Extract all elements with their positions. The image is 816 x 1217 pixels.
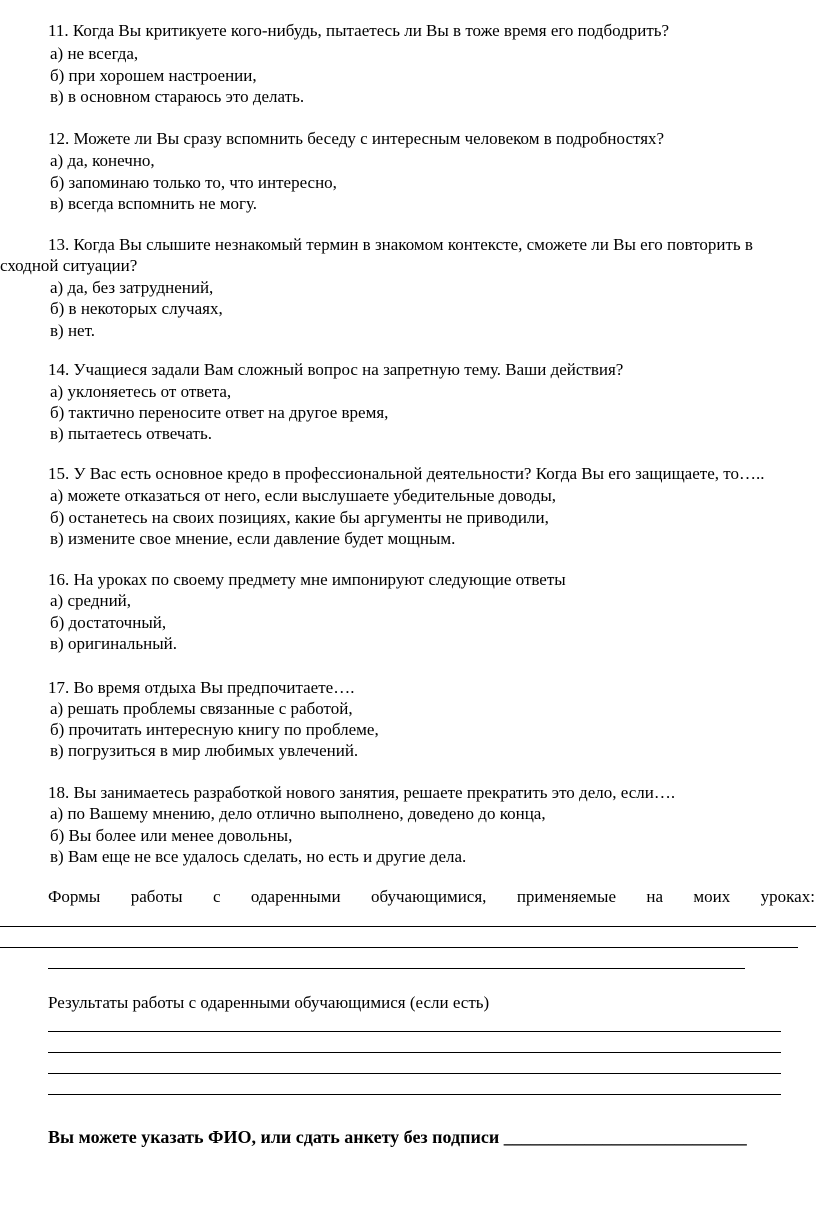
forms-word: с	[212, 887, 221, 906]
answer-option-c: в) оригинальный.	[50, 634, 178, 653]
question-title: 11. Когда Вы критикуете кого-нибудь, пытаетесь ли Вы в тоже время его подбодрить?	[48, 21, 670, 40]
answer-option-a: а) можете отказаться от него, если выслушаете убедительные доводы,	[50, 486, 557, 505]
results-answer-line[interactable]	[48, 1052, 781, 1053]
question-title: 12. Можете ли Вы сразу вспомнить беседу с интересным человеком в подробностях?	[48, 129, 665, 148]
question-title: 15. У Вас есть основное кредо в профессиональной деятельности? Когда Вы его защищаете, то…..	[48, 464, 765, 483]
results-answer-line[interactable]	[48, 1031, 781, 1032]
answer-option-c: в) всегда вспомнить не могу.	[50, 194, 258, 213]
results-answer-line[interactable]	[48, 1094, 781, 1095]
answer-option-a: а) да, конечно,	[50, 151, 155, 170]
answer-option-b: б) останетесь на своих позициях, какие бы аргументы не приводили,	[50, 508, 549, 527]
answer-option-c: в) в основном стараюсь это делать.	[50, 87, 305, 106]
results-label: Результаты работы с одаренными обучающимися (если есть)	[48, 993, 490, 1012]
forms-word: уроках:	[760, 887, 815, 906]
answer-option-a: а) да, без затруднений,	[50, 278, 214, 297]
forms-word: моих	[693, 887, 731, 906]
answer-option-b: б) прочитать интересную книгу по проблеме,	[50, 720, 379, 739]
question-title-continuation: сходной ситуации?	[0, 256, 138, 275]
answer-option-c: в) Вам еще не все удалось сделать, но есть и другие дела.	[50, 847, 467, 866]
question-title: 14. Учащиеся задали Вам сложный вопрос на запретную тему. Ваши действия?	[48, 360, 624, 379]
question-title: 18. Вы занимаетесь разработкой нового занятия, решаете прекратить это дело, если….	[48, 783, 676, 802]
forms-word: применяемые	[516, 887, 616, 906]
results-answer-line[interactable]	[48, 1073, 781, 1074]
forms-of-work-label	[48, 886, 815, 907]
question-title: 16. На уроках по своему предмету мне импонируют следующие ответы	[48, 570, 566, 589]
forms-answer-line[interactable]	[0, 926, 816, 927]
answer-option-b: б) тактично переносите ответ на другое время,	[50, 403, 389, 422]
answer-option-c: в) измените свое мнение, если давление будет мощным.	[50, 529, 456, 548]
question-title: 13. Когда Вы слышите незнакомый термин в знакомом контексте, сможете ли Вы его повторить в	[48, 235, 753, 254]
question-title: 17. Во время отдыха Вы предпочитаете….	[48, 678, 355, 697]
answer-option-b: б) запоминаю только то, что интересно,	[50, 173, 337, 192]
forms-word: работы	[130, 887, 183, 906]
answer-option-b: б) достаточный,	[50, 613, 167, 632]
signature-prompt: Вы можете указать ФИО, или сдать анкету без подписи ___________________________	[48, 1127, 747, 1147]
answer-option-c: в) нет.	[50, 321, 95, 340]
forms-word: обучающимися,	[370, 887, 487, 906]
forms-word: Формы	[48, 887, 101, 906]
answer-option-b: б) при хорошем настроении,	[50, 66, 257, 85]
answer-option-c: в) пытаетесь отвечать.	[50, 424, 212, 443]
answer-option-b: б) Вы более или менее довольны,	[50, 826, 293, 845]
answer-option-b: б) в некоторых случаях,	[50, 299, 223, 318]
forms-answer-line[interactable]	[0, 947, 798, 948]
forms-answer-line[interactable]	[48, 968, 745, 969]
answer-option-c: в) погрузиться в мир любимых увлечений.	[50, 741, 359, 760]
answer-option-a: а) по Вашему мнению, дело отлично выполнено, доведено до конца,	[50, 804, 546, 823]
answer-option-a: а) решать проблемы связанные с работой,	[50, 699, 353, 718]
answer-option-a: а) не всегда,	[50, 44, 139, 63]
forms-word: на	[646, 887, 664, 906]
forms-word: одаренными	[250, 887, 341, 906]
answer-option-a: а) средний,	[50, 591, 132, 610]
answer-option-a: а) уклоняетесь от ответа,	[50, 382, 232, 401]
